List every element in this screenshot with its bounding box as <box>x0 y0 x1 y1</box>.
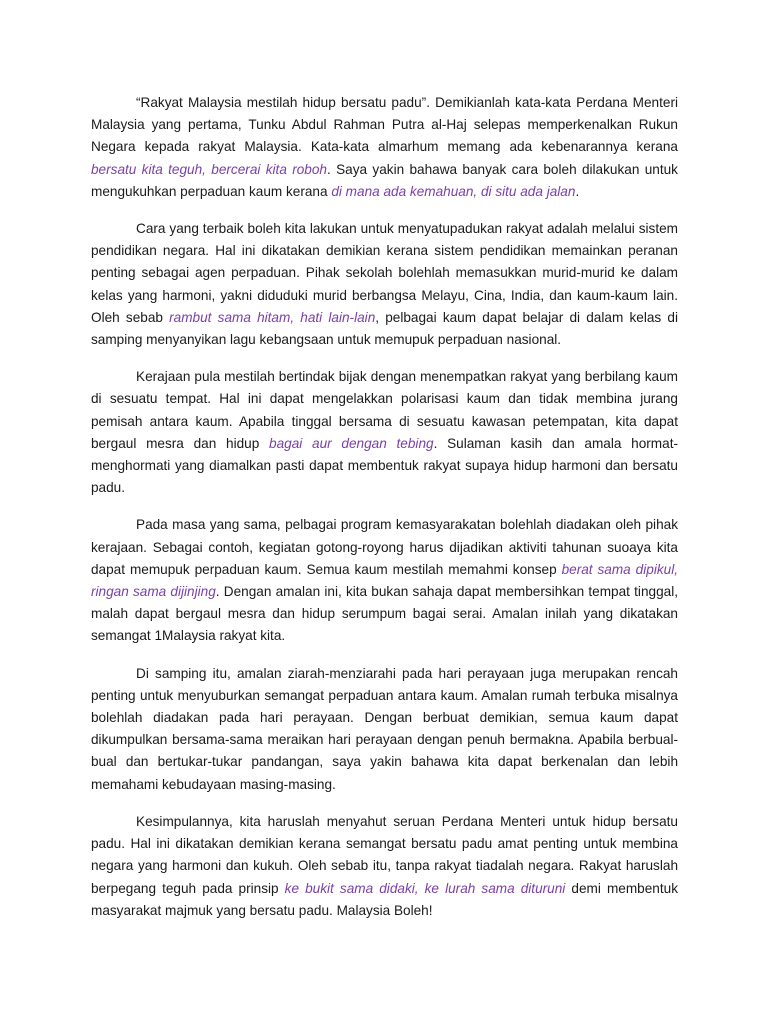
paragraph-text: Cara yang terbaik boleh kita lakukan untuk menyatupadukan rakyat adalah melalui sistem pendidikan negara. Hal ini dikatakan demikian kerana sistem pendidikan memainkan peranan penting sebagai agen perpaduan. Pihak sekolah bolehlah memasukkan murid-murid ke dalam kelas yang harmoni, yakni diduduki murid berbangsa Melayu, Cina, India, dan kaum-kaum lain. Oleh sebab <box>91 221 678 325</box>
paragraph-text: , pelbagai kaum dapat belajar di dalam kelas di samping menyanyikan lagu kebangsaan untuk memupuk perpaduan nasional. <box>91 309 678 348</box>
paragraph-text: . Sulaman kasih dan amala hormat-menghormati yang diamalkan pasti dapat membentuk rakyat supaya hidup harmoni dan bersatu padu. <box>91 435 678 496</box>
paragraph-text: Kesimpulannya, kita haruslah menyahut seruan Perdana Menteri untuk hidup bersatu padu. Hal ini dikatakan demikian kerana semangat bersatu padu amat penting untuk membina negara yang harmoni dan kukuh. Oleh sebab itu, tanpa rakyat tiadalah negara. Rakyat haruslah berpegang teguh pada prinsip <box>91 813 678 896</box>
idiom-phrase: berat sama dipikul, ringan sama dijinjing <box>91 561 678 600</box>
document-page <box>91 92 678 937</box>
paragraph-text: . Dengan amalan ini, kita bukan sahaja dapat membersihkan tempat tinggal, malah dapat bergaul mesra dan hidup serumpum bagai serai. Amalan inilah yang dikatakan semangat 1Malaysia rakyat kita. <box>91 584 678 644</box>
paragraph-text: Kerajaan pula mestilah bertindak bijak dengan menempatkan rakyat yang berbilang kaum di sesuatu tempat. Hal ini dapat mengelakkan polarisasi kaum dan tidak membina jurang pemisah antara kaum. Apabila tinggal bersama di sesuatu kawasan petempatan, kita dapat bergaul mesra dan hidup <box>91 369 678 451</box>
idiom-phrase: ke bukit sama didaki, ke lurah sama dituruni <box>284 880 566 896</box>
idiom-phrase: bersatu kita teguh, bercerai kita roboh <box>91 161 327 177</box>
paragraph-3 <box>91 366 678 499</box>
idiom-phrase: bagai aur dengan tebing <box>269 435 434 451</box>
paragraph-6 <box>91 811 678 922</box>
paragraph-4 <box>91 514 678 647</box>
paragraph-text: Di samping itu, amalan ziarah-menziarahi pada hari perayaan juga merupakan rencah penting untuk menyuburkan semangat perpaduan antara kaum. Amalan rumah terbuka misalnya bolehlah diadakan pada hari perayaan. Dengan berbuat demikian, semua kaum dapat dikumpulkan bersama-sama meraikan hari perayaan dengan penuh bermakna. Apabila berbual-bual dan bertukar-tukar pandangan, saya yakin bahawa kita dapat berkenalan dan lebih memahami kebudayaan masing-masing. <box>91 665 678 792</box>
paragraph-text: Pada masa yang sama, pelbagai program kemasyarakatan bolehlah diadakan oleh pihak kerajaan. Sebagai contoh, kegiatan gotong-royong harus dijadikan aktiviti tahunan suoaya kita dapat memupuk perpaduan kaum. Semua kaum mestilah memahmi konsep <box>91 517 678 577</box>
paragraph-1 <box>91 92 678 203</box>
paragraph-5 <box>91 663 678 796</box>
idiom-phrase: di mana ada kemahuan, di situ ada jalan <box>331 183 576 199</box>
idiom-phrase: rambut sama hitam, hati lain-lain <box>169 309 376 325</box>
paragraph-text: . <box>575 183 580 199</box>
paragraph-2 <box>91 218 678 351</box>
paragraph-text: “Rakyat Malaysia mestilah hidup bersatu padu”. Demikianlah kata-kata Perdana Menteri Malaysia yang pertama, Tunku Abdul Rahman Putra al-Haj selepas memperkenalkan Rukun Negara kepada rakyat Malaysia. Kata-kata almarhum memang ada kebenarannya kerana <box>91 95 678 155</box>
paragraph-text: . Saya yakin bahawa banyak cara boleh dilakukan untuk mengukuhkan perpaduan kaum kerana <box>91 161 678 199</box>
paragraph-text: demi membentuk masyarakat majmuk yang bersatu padu. Malaysia Boleh! <box>91 880 678 918</box>
